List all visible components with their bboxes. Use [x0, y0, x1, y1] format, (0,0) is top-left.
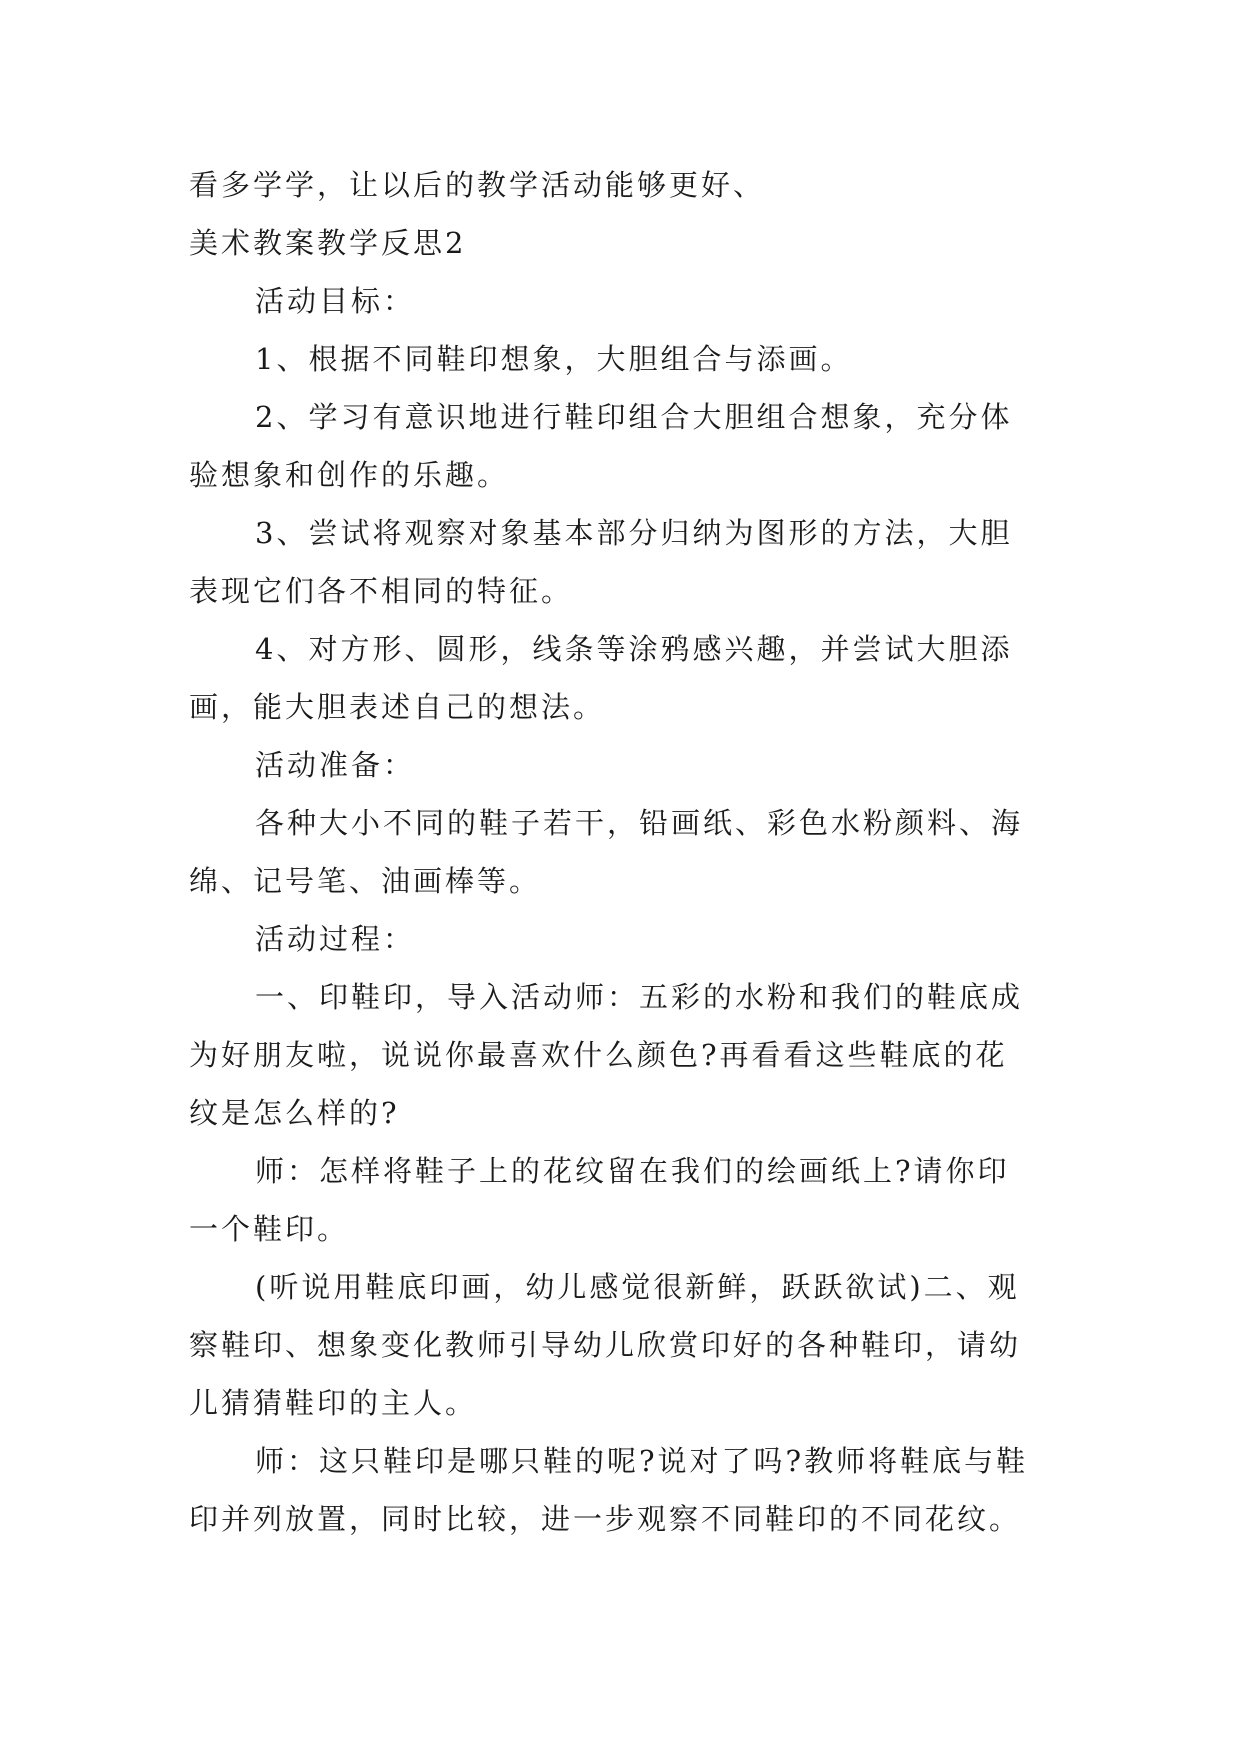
text-line: 验想象和创作的乐趣。 [189, 458, 510, 492]
text-line: 一个鞋印。 [189, 1212, 350, 1246]
text-line: 儿猜猜鞋印的主人。 [189, 1386, 478, 1420]
section-heading: 美术教案教学反思2 [189, 226, 467, 260]
text-line: 画，能大胆表述自己的想法。 [189, 690, 606, 724]
text-line: 表现它们各不相同的特征。 [189, 574, 574, 608]
subheading-activity-preparation: 活动准备： [255, 748, 416, 782]
text-line: 师：这只鞋印是哪只鞋的呢?说对了吗?教师将鞋底与鞋 [255, 1444, 1029, 1478]
text-line: 为好朋友啦，说说你最喜欢什么颜色?再看看这些鞋底的花 [189, 1038, 1008, 1072]
subheading-activity-process: 活动过程： [255, 922, 416, 956]
text-line: 4、对方形、圆形，线条等涂鸦感兴趣，并尝试大胆添 [255, 632, 1013, 666]
text-line: 师：怎样将鞋子上的花纹留在我们的绘画纸上?请你印 [255, 1154, 1010, 1188]
text-line: 各种大小不同的鞋子若干，铅画纸、彩色水粉颜料、海 [255, 806, 1024, 840]
text-line: 1、根据不同鞋印想象，大胆组合与添画。 [255, 342, 853, 376]
text-line: 3、尝试将观察对象基本部分归纳为图形的方法，大胆 [255, 516, 1013, 550]
text-line: 察鞋印、想象变化教师引导幼儿欣赏印好的各种鞋印，请幼 [189, 1328, 1022, 1362]
document-body [189, 156, 1069, 1548]
text-line: 2、学习有意识地进行鞋印组合大胆组合想象，充分体 [255, 400, 1013, 434]
text-line: (听说用鞋底印画，幼儿感觉很新鲜，跃跃欲试)二、观 [255, 1270, 1020, 1304]
text-line: 印并列放置，同时比较，进一步观察不同鞋印的不同花纹。 [189, 1502, 1022, 1536]
text-line: 一、印鞋印，导入活动师：五彩的水粉和我们的鞋底成 [255, 980, 1024, 1014]
text-line: 纹是怎么样的? [189, 1096, 400, 1130]
text-line: 绵、记号笔、油画棒等。 [189, 864, 542, 898]
text-line: 看多学学，让以后的教学活动能够更好、 [189, 168, 766, 202]
subheading-activity-goals: 活动目标： [255, 284, 416, 318]
